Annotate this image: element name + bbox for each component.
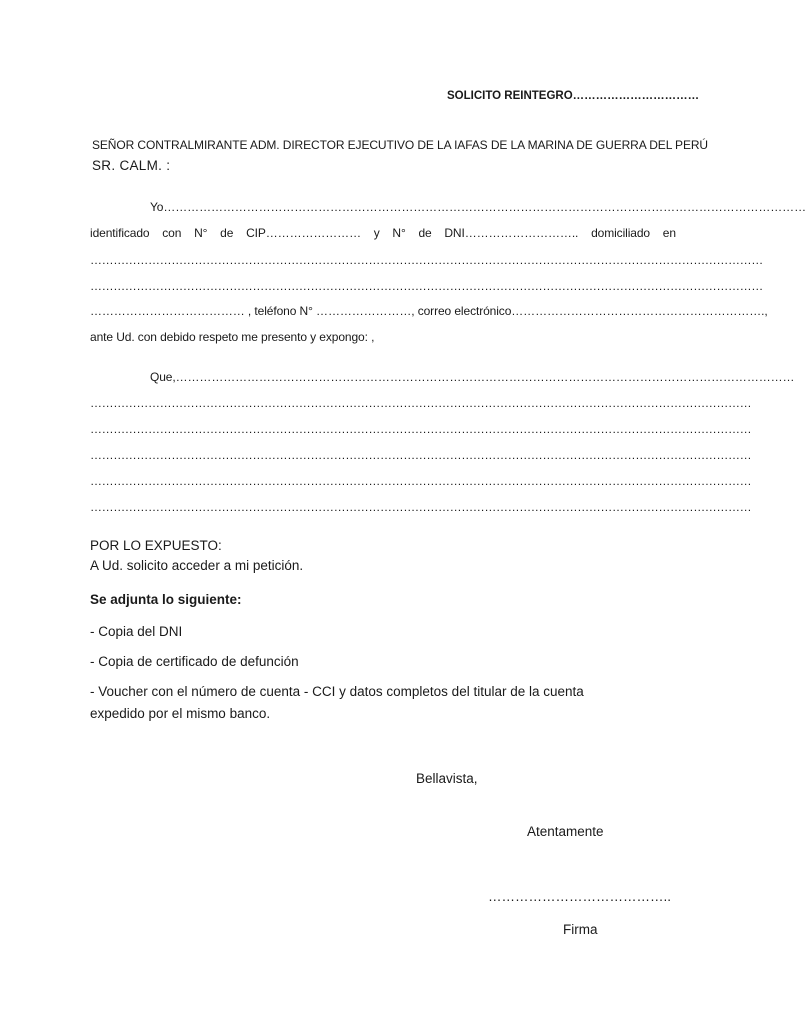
signature-label: Firma [563,922,598,937]
por-lo-expuesto: POR LO EXPUESTO: [90,538,222,553]
address-line-2: ………………………………………………………………………………………………………………………………………………………… [90,279,763,293]
request-text: A Ud. solicito acceder a mi petición. [90,558,304,573]
dni-field: DNI……………………….. [444,226,579,240]
word: en [662,226,676,240]
addressee-line: SEÑOR CONTRALMIRANTE ADM. DIRECTOR EJECUTIVO DE LA IAFAS DE LA MARINA DE GUERRA DEL PERÚ [92,138,708,152]
statement-line: ……………………………………………………………………………………………………………………………………………………… [90,448,752,462]
word: con [162,226,182,240]
attachments-heading-colon: : [237,592,242,607]
attachment-item: - Voucher con el número de cuenta - CCI y datos completos del titular de la cuenta [90,684,584,699]
word: y [373,226,380,240]
attachment-item-continuation: expedido por el mismo banco. [90,706,271,721]
word: de [418,226,432,240]
statement-line: ……………………………………………………………………………………………………………………………………………………… [90,422,752,436]
name-line: Yo……………………………………………………………………………………………………………………………………………… [150,200,806,214]
statement-line: ……………………………………………………………………………………………………………………………………………………… [90,500,752,514]
word: domiciliado [591,226,650,240]
attachments-heading-label: Se adjunta lo siguiente [90,592,238,607]
attachments-heading [90,592,242,607]
word: identificado [90,226,150,240]
salutation: SR. CALM. : [92,158,171,173]
address-line-1: ………………………………………………………………………………………………………………………………………………………… [90,253,763,267]
cip-field: CIP…………………… [246,226,361,240]
word: N° [194,226,208,240]
statement-line: ……………………………………………………………………………………………………………………………………………………… [90,396,752,410]
statement-line: ……………………………………………………………………………………………………………………………………………………… [90,474,752,488]
statement-first-line: Que,………………………………………………………………………………………………………………………………………… [150,370,795,384]
regards-text: Atentamente [527,824,604,839]
phone-email-line: ………………………………… , teléfono N° ……………………, correo electrónico………………………………………………………., [90,304,768,318]
presentation-line: ante Ud. con debido respeto me presento y expongo: , [90,330,375,344]
attachment-item: - Copia de certificado de defunción [90,654,299,669]
document-title: SOLICITO REINTEGRO…………………………… [447,90,700,102]
attachment-item: - Copia del DNI [90,624,183,639]
word: N° [392,226,406,240]
identification-line [90,226,676,240]
signature-line: ………………………………….. [488,889,672,904]
place-text: Bellavista, [416,771,478,786]
word: de [220,226,234,240]
